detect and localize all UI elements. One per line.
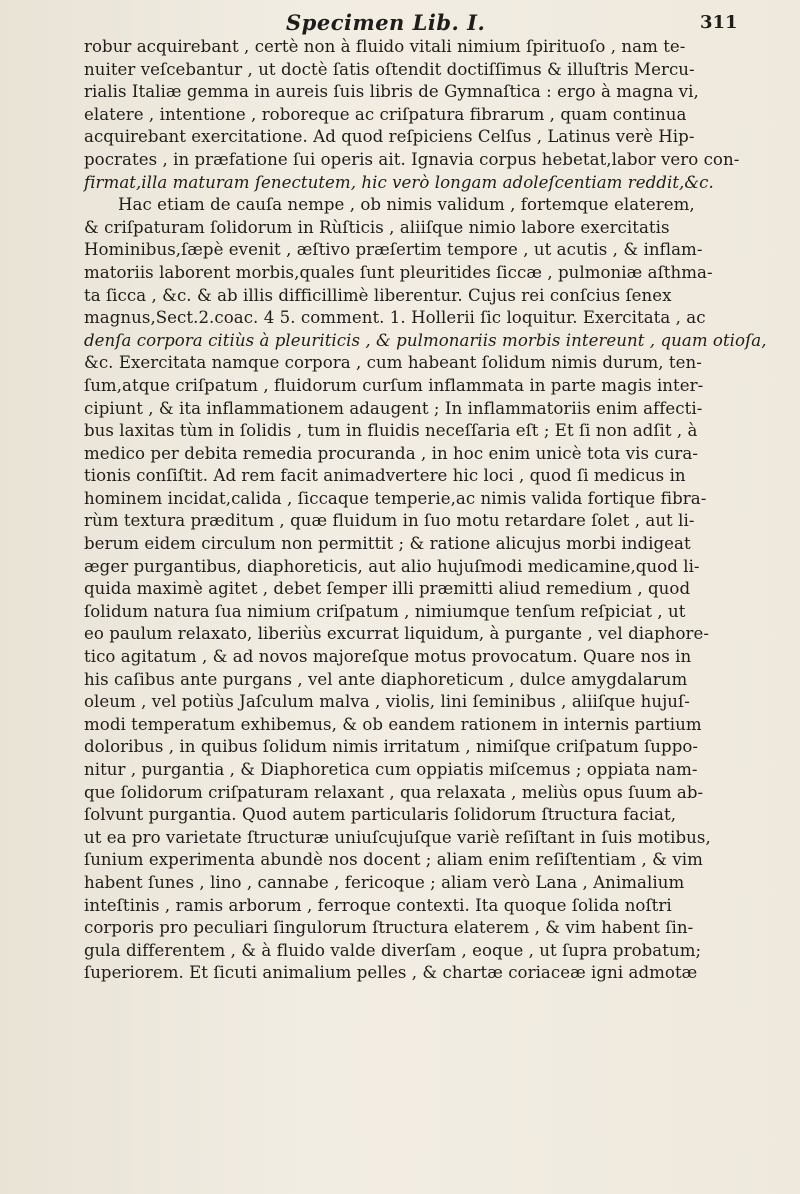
text-line: ſolidum natura ſua nimium criſpatum , nimiumque tenſum reſpiciat , ut [84, 601, 686, 621]
text-line: ſunium experimenta abundè nos docent ; aliam enim reſiſtentiam , & vim [84, 850, 703, 870]
text-line: eo paulum relaxato, liberiùs excurrat liquidum, à purgante , vel diaphore- [84, 624, 710, 644]
text-line: magnus,Sect.2.coac. 4 5. comment. 1. Hollerii ſic loquitur. Exercitata , ac [84, 308, 706, 328]
text-line: denſa corpora citiùs à pleuriticis , & pulmonariis morbis intereunt , quam otioſa, [84, 330, 767, 350]
text-line: que ſolidorum criſpaturam relaxant , qua relaxata , meliùs opus ſuum ab- [84, 782, 704, 802]
text-line: rùm textura præditum , quæ fluidum in ſuo motu retardare ſolet , aut li- [84, 511, 695, 531]
text-line: Hac etiam de cauſa nempe , ob nimis validum , fortemque elaterem, [118, 195, 695, 215]
text-line: matoriis laborent morbis,quales ſunt pleuritides ſiccæ , pulmoniæ aſthma- [84, 262, 713, 282]
text-line: cipiunt , & ita inflammationem adaugent ; In inflammatoriis enim affecti- [84, 398, 703, 418]
text-line: Hominibus,ſæpè evenit , æſtivo præſertim tempore , ut acutis , & inflam- [84, 240, 703, 260]
text-line: æger purgantibus, diaphoreticis, aut alio hujuſmodi medicamine,quod li- [84, 556, 700, 576]
text-line: gula differentem , & à fluido valde diverſam , eoque , ut ſupra probatum; [84, 940, 702, 960]
text-line: tionis conſiſtit. Ad rem facit animadvertere hic loci , quod ſi medicus in [84, 466, 686, 486]
text-line: hominem incidat,calida , ſiccaque temperie,ac nimis valida fortique fibra- [84, 488, 707, 508]
text-line: pocrates , in præfatione ſui operis ait. Ignavia corpus hebetat,labor vero con- [84, 149, 740, 169]
text-line: ſum,atque criſpatum , fluidorum curſum inflammata in parte magis inter- [84, 375, 704, 395]
body-text [84, 36, 784, 985]
text-line: berum eidem circulum non permittit ; & ratione alicujus morbi indigeat [84, 534, 691, 554]
text-line: ſolvunt purgantia. Quod autem particularis ſolidorum ſtructura faciat, [84, 805, 677, 825]
text-line: modi temperatum exhibemus, & ob eandem rationem in internis partium [84, 714, 702, 734]
text-line: habent ſunes , lino , cannabe , fericoque ; aliam verò Lana , Animalium [84, 872, 685, 892]
text-line: bus laxitas tùm in ſolidis , tum in fluidis neceſſaria eſt ; Et ſi non adſit , à [84, 421, 698, 441]
text-line: medico per debita remedia procuranda , in hoc enim unicè tota vis cura- [84, 443, 699, 463]
text-line: ta ſicca , &c. & ab illis difficillimè liberentur. Cujus rei conſcius ſenex [84, 285, 672, 305]
text-line: rialis Italiæ gemma in aureis ſuis libris de Gymnaſtica : ergo à magna vi, [84, 82, 699, 102]
text-line: oleum , vel potiùs Jaſculum malva , violis, lini ſeminibus , aliiſque hujuſ- [84, 692, 690, 712]
text-line: & criſpaturam ſolidorum in Rùſticis , aliiſque nimio labore exercitatis [84, 217, 670, 237]
running-header [0, 6, 800, 36]
text-line: his caſibus ante purgans , vel ante diaphoreticum , dulce amygdalarum [84, 669, 688, 689]
text-line: firmat,illa maturam ſenectutem, hic verò longam adoleſcentiam reddit,&c. [84, 172, 714, 192]
text-line: acquirebant exercitatione. Ad quod reſpiciens Celſus , Latinus verè Hip- [84, 127, 695, 147]
text-line: &c. Exercitata namque corpora , cum habeant ſolidum nimis durum, ten- [84, 353, 702, 373]
text-line: nuiter veſcebantur , ut doctè ſatis oſtendit doctiſſimus & illuſtris Mercu- [84, 59, 695, 79]
text-line: nitur , purgantia , & Diaphoretica cum oppiatis miſcemus ; oppiata nam- [84, 760, 698, 779]
text-line: quida maximè agitet , debet ſemper illi præmitti aliud remedium , quod [84, 579, 691, 599]
text-line: doloribus , in quibus ſolidum nimis irritatum , nimiſque criſpatum ſuppo- [84, 737, 699, 757]
text-line: robur acquirebant , certè non à fluido vitali nimium ſpirituoſo , nam te- [84, 37, 686, 56]
page-number: 311 [700, 12, 738, 33]
running-title: Specimen Lib. I. [286, 10, 486, 35]
text-line: ſuperiorem. Et ſicuti animalium pelles , & chartæ coriaceæ igni admotæ [84, 963, 698, 983]
text-line: ut ea pro varietate ſtructuræ uniuſcujuſque variè reſiſtant in ſuis motibus, [84, 827, 711, 847]
text-line: inteſtinis , ramis arborum , ferroque contexti. Ita quoque ſolida noſtri [84, 895, 672, 915]
text-line: corporis pro peculiari ſingulorum ſtructura elaterem , & vim habent ſin- [84, 918, 694, 938]
text-line: tico agitatum , & ad novos majoreſque motus provocatum. Quare nos in [84, 647, 692, 667]
text-line: elatere , intentione , roboreque ac criſpatura fibrarum , quam continua [84, 104, 687, 124]
